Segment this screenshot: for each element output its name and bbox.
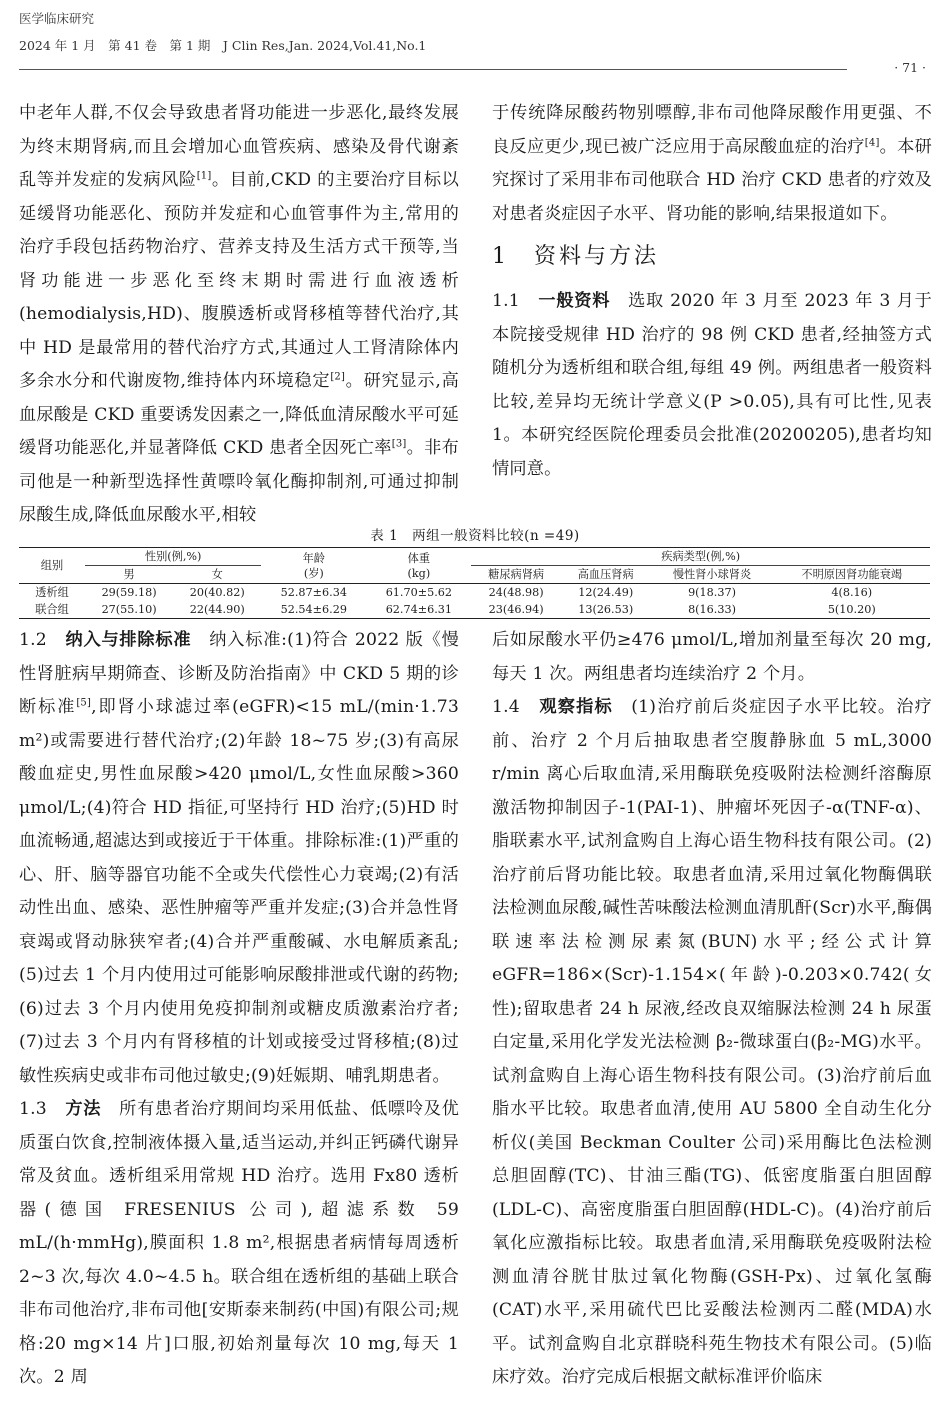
table-caption: 表 1 两组一般资料比较(n =49) (370, 528, 580, 544)
th-female: 女 (211, 568, 223, 581)
subsection-title: 观察指标 (539, 697, 613, 717)
right-column-bottom (492, 624, 932, 1395)
subsection-number: 1.2 (19, 630, 47, 650)
section-1-2 (19, 624, 459, 1093)
cell: 22(44.90) (189, 603, 245, 616)
cell: 24(48.98) (488, 586, 544, 599)
subsection-number: 1.4 (492, 697, 520, 717)
citation-4: [4] (864, 136, 880, 148)
section-1-1 (492, 285, 932, 486)
th-d4: 不明原因肾功能衰竭 (801, 568, 903, 581)
table-row (19, 601, 930, 619)
th-weight-unit: (kg) (407, 566, 431, 580)
cell: 52.54±6.29 (280, 603, 347, 616)
subsection-number: 1.1 (492, 291, 520, 311)
cell: 23(46.94) (488, 603, 544, 616)
section-title: 1 资料与方法 (492, 244, 659, 269)
text: 选取 2020 年 3 月至 2023 年 3 月于本院接受规律 HD 治疗的 98 例 CKD 患者,经抽签方式随机分为透析组和联合组,每组 49 例。两组患者一般资料比较,差异均无统计学意义(P >0.05),具有可比性,见表 1。本研究经医院伦理委员会批准(20200205),患者均知情同意。 (492, 291, 933, 479)
cell: 20(40.82) (189, 586, 245, 599)
page-number: · 71 · (894, 60, 926, 75)
cell: 27(55.10) (101, 603, 157, 616)
cell: 62.74±6.31 (385, 603, 452, 616)
th-age-unit: (岁) (303, 566, 324, 580)
issue-line: 2024 年 1 月 第 41 卷 第 1 期 J Clin Res,Jan. 2024,Vol.41,No.1 (19, 38, 427, 53)
subsection-title: 方法 (65, 1099, 102, 1119)
intro-paragraph-right (492, 97, 932, 231)
table-1 (19, 547, 930, 619)
th-male: 男 (123, 568, 135, 581)
subsection-number: 1.3 (19, 1099, 47, 1119)
citation-3: [3] (391, 438, 407, 450)
th-weight-label: 体重 (407, 551, 431, 565)
th-d1: 糖尿病肾病 (488, 568, 545, 581)
text: 。目前,CKD 的主要治疗目标以延缓肾功能恶化、预防并发症和心血管事件为主,常用的治疗手段包括药物治疗、营养支持及生活方式干预等,当肾功能进一步恶化至终末期时需进行血液透析(hemodialysis,HD)、腹膜透析或肾移植等替代治疗,其中 HD 是最常用的替代治疗方式,其通过人工肾清除体内多余水分和代谢废物,维持体内环境稳定 (19, 170, 459, 391)
th-age (261, 548, 366, 584)
cell: 29(59.18) (101, 586, 157, 599)
citation-2: [2] (330, 371, 346, 383)
text: 所有患者治疗期间均采用低盐、低嘌呤及优质蛋白饮食,控制液体摄入量,适当运动,并纠正钙磷代谢异常及贫血。透析组采用常规 HD 治疗。选用 Fx80 透析器(德国 FRESENIUS 公司),超滤系数 59 mL/(h·mmHg),膜面积 1.8 m²,根据患者病情每周透析 2~3 次,每次 4.0~4.5 h。联合组在透析组的基础上联合非布司他治疗,非布司他[安斯泰来制药(中国)有限公司;规格:20 mg×14 片]口服,初始剂量每次 10 mg,每天 1 次。2 周 (19, 1099, 460, 1387)
cell: 4(8.16) (831, 586, 873, 599)
cell: 61.70±5.62 (385, 586, 452, 599)
text: 。非布司他是一种新型选择性黄嘌呤氧化酶抑制剂,可通过抑制尿酸生成,降低血尿酸水平,相较 (19, 438, 459, 525)
th-group: 组别 (40, 559, 64, 572)
cell: 透析组 (35, 586, 69, 599)
continued-paragraph: 后如尿酸水平仍≥476 μmol/L,增加剂量至每次 20 mg,每天 1 次。两组患者均连续治疗 2 个月。 (492, 630, 932, 684)
journal-name: 医学临床研究 (19, 11, 95, 26)
text: 。研究显示,高血尿酸是 CKD 重要诱发因素之一,降低血清尿酸水平可延缓肾功能恶化,并显著降低 CKD 患者全因死亡率 (19, 371, 459, 458)
header-rule (19, 69, 847, 70)
cell: 5(10.20) (827, 603, 876, 616)
subsection-title: 纳入与排除标准 (65, 630, 192, 650)
text: ,即肾小球滤过率(eGFR)<15 mL/(min·1.73 m²)或需要进行替代治疗;(2)年龄 18~75 岁;(3)有高尿酸血症史,男性血尿酸>420 μmol/L,女性血尿酸>360 μmol/L;(4)符合 HD 指征,可坚持行 HD 治疗;(5)HD 时血流畅通,超滤达到或接近于干体重。排除标准:(1)严重的心、肝、脑等器官功能不全或失代偿性心力衰竭;(2)有活动性出血、感染、恶性肿瘤等严重并发症;(3)合并急性肾衰竭或肾动脉狭窄者;(4)合并严重酸碱、水电解质紊乱;(5)过去 1 个月内使用过可能影响尿酸排泄或代谢的药物;(6)过去 3 个月内使用免疫抑制剂或糖皮质激素治疗者;(7)过去 3 个月内有肾移植的计划或接受过肾移植;(8)过敏性疾病史或非布司他过敏史;(9)妊娠期、哺乳期患者。 (19, 697, 459, 1086)
left-column-top (19, 97, 459, 533)
text: (1)治疗前后炎症因子水平比较。治疗前、治疗 2 个月后抽取患者空腹静脉血 5 mL,3000 r/min 离心后取血清,采用酶联免疫吸附法检测纤溶酶原激活物抑制因子-1(PAI-1)、肿瘤坏死因子-α(TNF-α)、脂联素水平,试剂盒购自上海心语生物科技有限公司。(2)治疗前后肾功能比较。取患者血清,采用过氧化物酶偶联法检测血尿酸,碱性苦味酸法检测血清肌酐(Scr)水平,酶偶联速率法检测尿素氮(BUN)水平;经公式计算 eGFR=186×(Scr)-1.154×(年龄)-0.203×0.742(女性);留取患者 24 h 尿液,经改良双缩脲法检测 24 h 尿蛋白定量,采用化学发光法检测 β₂-微球蛋白(β₂-MG)水平。试剂盒购自上海心语生物科技有限公司。(3)治疗前后血脂水平比较。取患者血清,使用 AU 5800 全自动生化分析仪(美国 Beckman Coulter 公司)采用酶比色法检测总胆固醇(TC)、甘油三酯(TG)、低密度脂蛋白胆固醇(LDL-C)、高密度脂蛋白胆固醇(HDL-C)。(4)治疗前后氧化应激指标比较。取患者血清,采用酶联免疫吸附法检测血清谷胱甘肽过氧化物酶(GSH-Px)、过氧化氢酶(CAT)水平,采用硫代巴比妥酸法检测丙二醛(MDA)水平。试剂盒购自北京群晓科苑生物技术有限公司。(5)临床疗效。治疗完成后根据文献标准评价临床 (492, 697, 932, 1387)
cell: 联合组 (35, 603, 69, 616)
text: 纳入标准:(1)符合 2022 版《慢性肾脏病早期筛查、诊断及防治指南》中 CKD 5 期的诊断标准 (19, 630, 460, 717)
right-column-top (492, 97, 932, 486)
th-age-label: 年龄 (302, 551, 325, 565)
section-1-3 (19, 1093, 459, 1395)
text: 。本研究探讨了采用非布司他联合 HD 治疗 CKD 患者的疗效及对患者炎症因子水平、肾功能的影响,结果报道如下。 (492, 136, 932, 224)
intro-paragraph-left (19, 97, 459, 533)
citation-1: [1] (196, 170, 212, 182)
text: 中老年人群,不仅会导致患者肾功能进一步恶化,最终发展为终末期肾病,而且会增加心血管疾病、感染及骨代谢紊乱等并发症的发病风险 (19, 103, 459, 190)
cell: 8(16.33) (688, 603, 736, 616)
cell: 9(18.37) (688, 586, 736, 599)
citation-5: [5] (76, 697, 92, 709)
th-sex: 性别(例,%) (85, 548, 261, 566)
cell: 13(26.53) (578, 603, 634, 616)
th-weight (366, 548, 471, 584)
th-d2: 高血压肾病 (577, 568, 634, 581)
table-row (19, 584, 930, 602)
cell: 52.87±6.34 (280, 586, 347, 599)
th-disease: 疾病类型(例,%) (471, 548, 930, 566)
subsection-title: 一般资料 (538, 291, 611, 311)
cell: 12(24.49) (578, 586, 634, 599)
text: 于传统降尿酸药物别嘌醇,非布司他降尿酸作用更强、不良反应更少,现已被广泛应用于高尿酸血症的治疗 (492, 103, 932, 157)
section-1-4 (492, 691, 932, 1395)
left-column-bottom (19, 624, 459, 1395)
th-d3: 慢性肾小球肾炎 (672, 568, 752, 581)
